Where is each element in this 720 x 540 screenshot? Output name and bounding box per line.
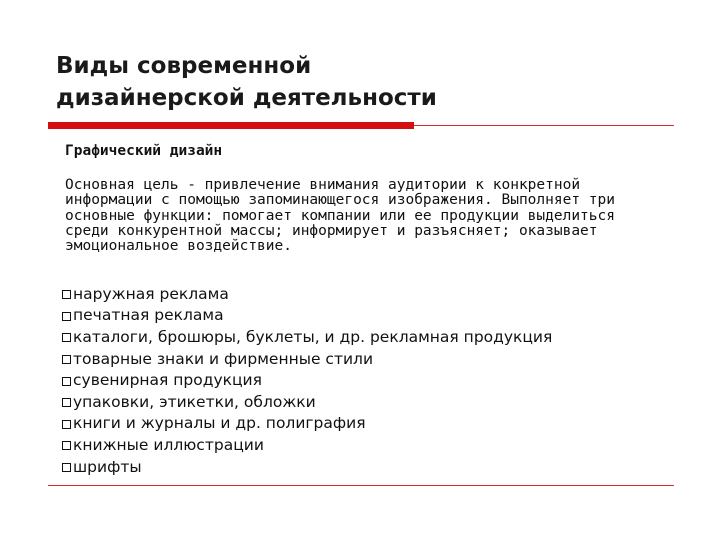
list-item-text: сувенирная продукция: [73, 371, 262, 390]
intro-paragraph: Основная цель - привлечение внимания аудитории к конкретной информации с помощью запоминающегося изображения. Выполняет три основные функции: помогает компании или ее продукции выделиться среди конкурентной массы; информирует и разъясняет; оказывает эмоциональное воздействие.: [65, 177, 615, 255]
title-accent-bar: [48, 122, 414, 129]
list-item-text: печатная реклама: [73, 306, 224, 325]
list-item: [62, 305, 672, 327]
list-item: [62, 456, 672, 478]
hollow-square-icon: [62, 398, 71, 407]
list-item-text: упаковки, этикетки, обложки: [73, 392, 316, 411]
hollow-square-icon: [62, 377, 71, 386]
footer-divider: [48, 485, 674, 486]
hollow-square-icon: [62, 441, 71, 450]
list-item-text: каталоги, брошюры, буклеты, и др. рекламная продукция: [73, 327, 553, 346]
list-item-text: товарные знаки и фирменные стили: [73, 349, 374, 368]
list-item: [62, 434, 672, 456]
list-item: [62, 391, 672, 413]
list-item-text: книги и журналы и др. полиграфия: [73, 414, 366, 433]
list-item-text: шрифты: [73, 457, 142, 476]
hollow-square-icon: [62, 290, 71, 299]
bullet-list: [62, 283, 672, 477]
list-item: [62, 369, 672, 391]
section-subtitle: Графический дизайн: [65, 143, 223, 159]
hollow-square-icon: [62, 420, 71, 429]
slide-title: Виды современной дизайнерской деятельности: [56, 53, 437, 111]
list-item-text: наружная реклама: [73, 284, 229, 303]
hollow-square-icon: [62, 355, 71, 364]
hollow-square-icon: [62, 463, 71, 472]
list-item: [62, 326, 672, 348]
hollow-square-icon: [62, 333, 71, 342]
list-item: [62, 283, 672, 305]
list-item-text: книжные иллюстрации: [73, 435, 264, 454]
hollow-square-icon: [62, 312, 71, 321]
list-item: [62, 413, 672, 435]
list-item: [62, 348, 672, 370]
